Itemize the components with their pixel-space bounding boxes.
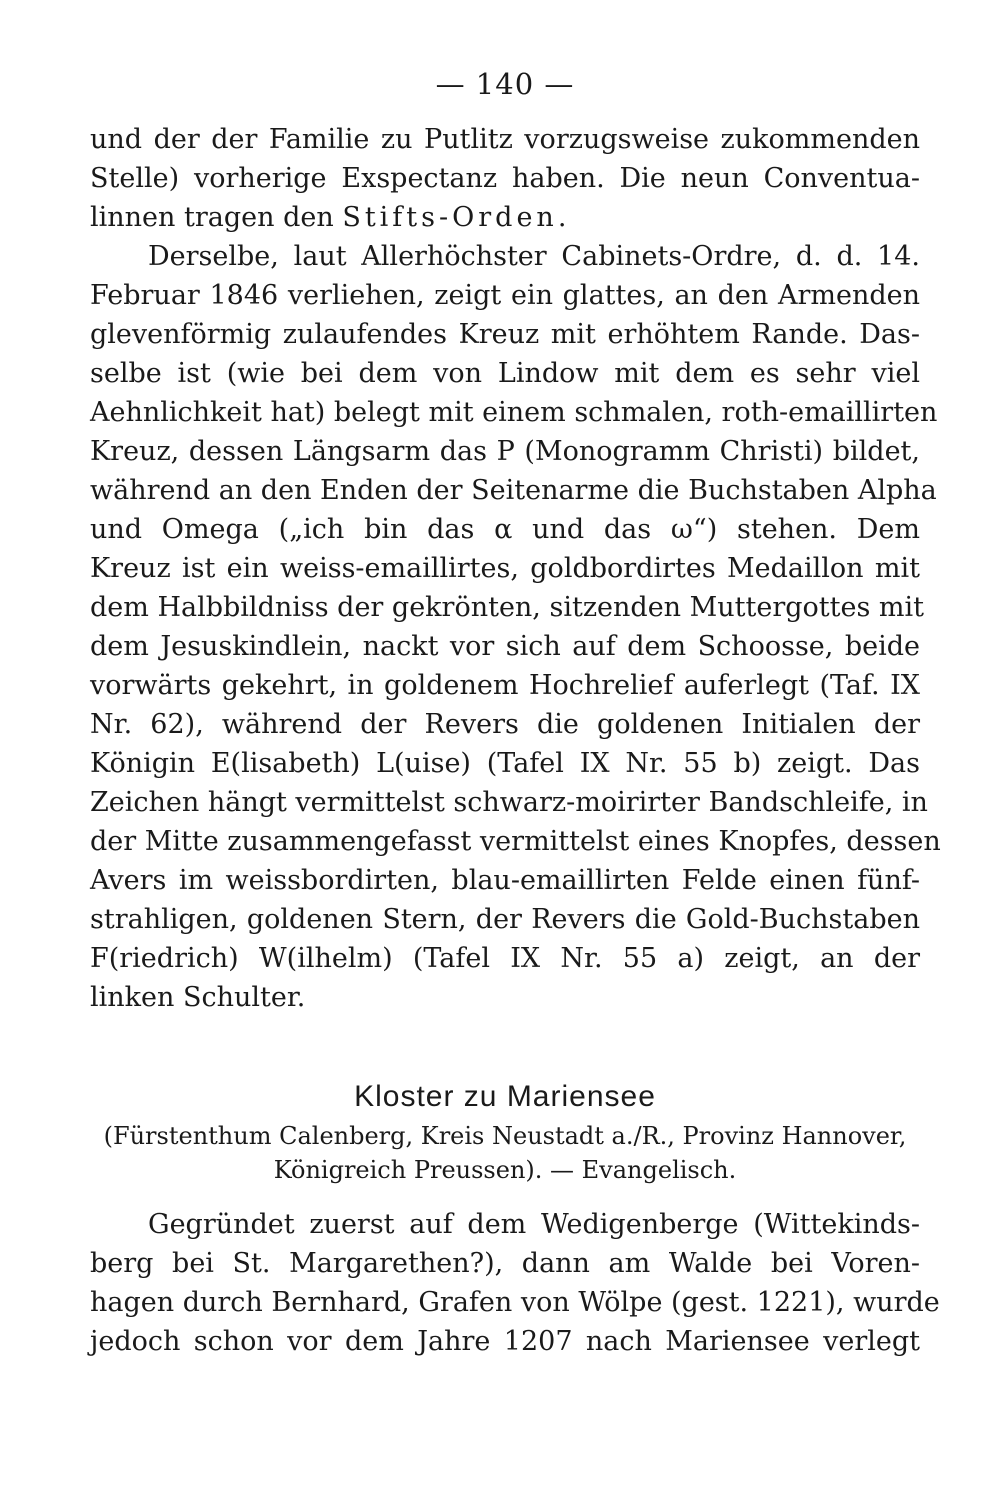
text-line: Stelle) vorherige Exspectanz haben. Die neun Conventua- <box>90 163 920 194</box>
paragraph-3 <box>90 1205 940 1361</box>
text-line: Gegründet zuerst auf dem Wedigenberge (Wittekinds- <box>148 1209 920 1240</box>
section-heading: Kloster zu Mariensee <box>354 1080 656 1113</box>
text-line: strahligen, goldenen Stern, der Revers die Gold-Buchstaben <box>90 904 920 935</box>
book-page <box>90 62 941 1361</box>
section-subheading-line: Königreich Preussen). — Evangelisch. <box>273 1156 737 1184</box>
text-line: Kreuz, dessen Längsarm das P (Monogramm Christi) bildet, <box>90 436 920 467</box>
text-line: vorwärts gekehrt, in goldenem Hochrelief auferlegt (Taf. IX <box>90 670 920 701</box>
text-line: glevenförmig zulaufendes Kreuz mit erhöhtem Rande. Das- <box>90 319 920 350</box>
text-line: Nr. 62), während der Revers die goldenen Initialen der <box>90 709 920 740</box>
text-line: Derselbe, laut Allerhöchster Cabinets-Ordre, d. d. 14. <box>148 241 920 272</box>
section-subheading-line: (Fürstenthum Calenberg, Kreis Neustadt a./R., Provinz Hannover, <box>103 1122 907 1150</box>
emphasized-term: Stifts-Orden <box>342 202 558 233</box>
text-line: Februar 1846 verliehen, zeigt ein glattes, an den Armenden <box>90 280 920 311</box>
text-line: dem Jesuskindlein, nackt vor sich auf dem Schoosse, beide <box>90 631 920 662</box>
text-line <box>90 198 920 237</box>
section-spacer <box>90 1187 920 1205</box>
page-number: — 140 — <box>435 67 575 101</box>
text-line: während an den Enden der Seitenarme die Buchstaben Alpha <box>90 475 937 506</box>
text-fragment: linnen tragen den <box>90 202 343 233</box>
text-line: und Omega („ich bin das α und das ω“) stehen. Dem <box>90 514 920 545</box>
text-line: und der der Familie zu Putlitz vorzugsweise zukommenden <box>90 124 920 155</box>
text-line: Königin E(lisabeth) L(uise) (Tafel IX Nr. 55 b) zeigt. Das <box>90 748 920 779</box>
section-spacer <box>90 1017 920 1077</box>
text-line: berg bei St. Margarethen?), dann am Walde bei Voren- <box>90 1248 920 1279</box>
paragraph-2 <box>90 237 941 1017</box>
text-line: dem Halbbildniss der gekrönten, sitzenden Muttergottes mit <box>90 592 925 623</box>
text-fragment: . <box>557 202 567 233</box>
text-line: selbe ist (wie bei dem von Lindow mit dem es sehr viel <box>90 358 920 389</box>
text-line: hagen durch Bernhard, Grafen von Wölpe (gest. 1221), wurde <box>90 1287 940 1318</box>
text-line: Zeichen hängt vermittelst schwarz-moirirter Bandschleife, in <box>90 787 928 818</box>
text-line: jedoch schon vor dem Jahre 1207 nach Mariensee verlegt <box>90 1326 920 1357</box>
paragraph-1 <box>90 120 920 237</box>
text-line: der Mitte zusammengefasst vermittelst eines Knopfes, dessen <box>90 826 941 857</box>
text-line: F(riedrich) W(ilhelm) (Tafel IX Nr. 55 a) zeigt, an der <box>90 943 920 974</box>
text-line: Aehnlichkeit hat) belegt mit einem schmalen, roth-emaillirten <box>90 397 938 428</box>
text-line: Avers im weissbordirten, blau-emaillirten Felde einen fünf- <box>90 865 920 896</box>
text-line: Kreuz ist ein weiss-emaillirtes, goldbordirtes Medaillon mit <box>90 553 920 584</box>
text-line: linken Schulter. <box>90 982 306 1013</box>
